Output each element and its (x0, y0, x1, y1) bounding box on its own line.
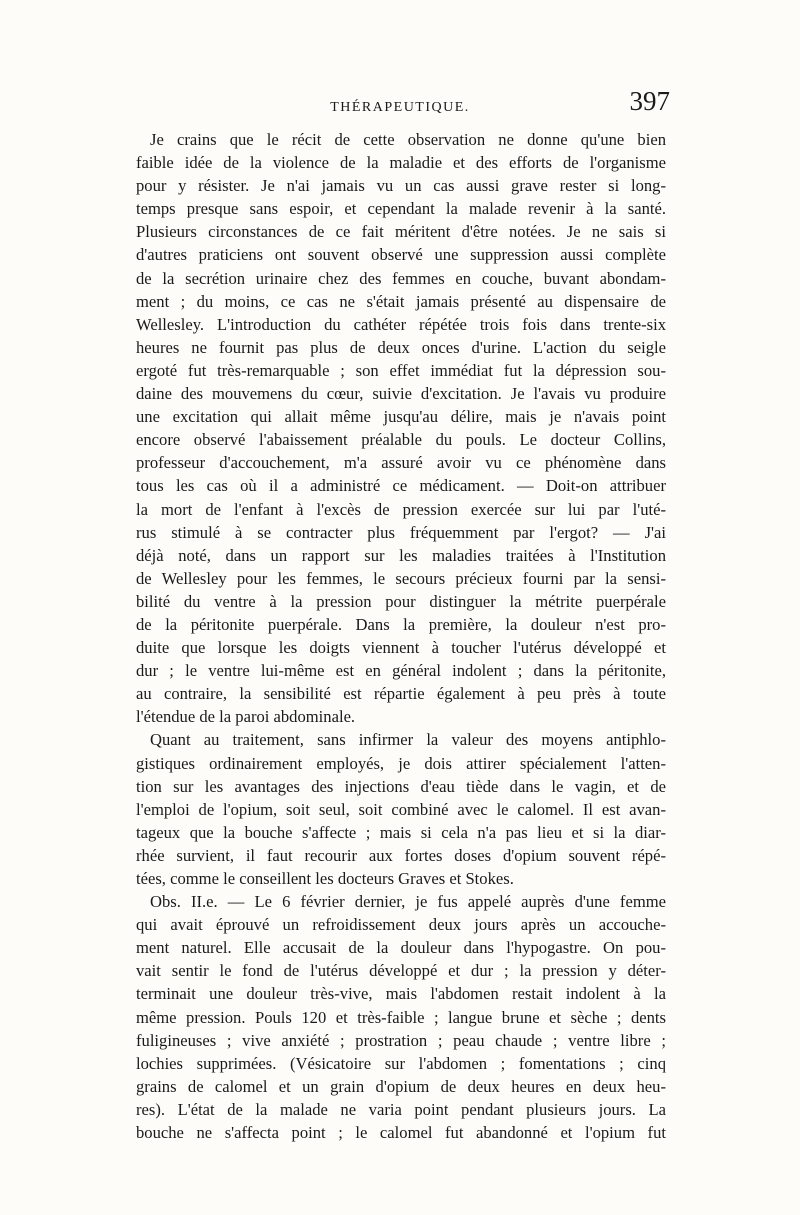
text-line: terminait une douleur très-vive, mais l'abdomen restait indolent à la (136, 984, 666, 1004)
text-line: qui avait éprouvé un refroidissement deux jours après un accouche- (136, 915, 666, 935)
text-line: au contraire, la sensibilité est répartie également à peu près à toute (136, 684, 666, 704)
text-line: res). L'état de la malade ne varia point pendant plusieurs jours. La (136, 1099, 666, 1119)
text-line: duite que lorsque les doigts viennent à toucher l'utérus développé et (136, 638, 666, 658)
text-line: dur ; le ventre lui-même est en général indolent ; dans la péritonite, (136, 661, 666, 681)
running-head (130, 86, 670, 126)
text-line: de Wellesley pour les femmes, le secours précieux fourni par la sensi- (136, 568, 666, 588)
text-line: l'emploi de l'opium, soit seul, soit combiné avec le calomel. Il est avan- (136, 799, 666, 819)
text-line: tous les cas où il a administré ce médicament. — Doit-on attribuer (136, 476, 666, 496)
text-line: de la secrétion urinaire chez des femmes en couche, buvant abondam- (136, 268, 666, 288)
text-line: bilité du ventre à la pression pour distinguer la métrite puerpérale (136, 591, 666, 611)
text-line: encore observé l'abaissement préalable du pouls. Le docteur Collins, (136, 430, 666, 450)
text-line: fuligineuses ; vive anxiété ; prostration ; peau chaude ; ventre libre ; (136, 1030, 666, 1050)
text-line: ergoté fut très-remarquable ; son effet immédiat fut la dépression sou- (136, 360, 666, 380)
paragraph-observation-commentary (136, 128, 666, 728)
running-title: THÉRAPEUTIQUE. (330, 100, 470, 115)
text-line: tées, comme le conseillent les docteurs Graves et Stokes. (136, 869, 514, 888)
page-number: 397 (629, 86, 670, 116)
text-line: bouche ne s'affecta point ; le calomel fut abandonné et l'opium fut (136, 1123, 666, 1143)
text-line: Wellesley. L'introduction du cathéter répétée trois fois dans trente-six (136, 314, 666, 334)
text-line: la mort de l'enfant à l'excès de pression exercée sur lui par l'uté- (136, 499, 666, 519)
text-line: Je crains que le récit de cette observation ne donne qu'une bien (150, 130, 666, 149)
paragraph-observation-2 (136, 890, 666, 1144)
text-line: Plusieurs circonstances de ce fait méritent d'être notées. Je ne sais si (136, 222, 666, 242)
text-line: lochies supprimées. (Vésicatoire sur l'abdomen ; fomentations ; cinq (136, 1053, 666, 1073)
text-line: vait sentir le fond de l'utérus développé et dur ; la pression y déter- (136, 961, 666, 981)
text-line: tageux que la bouche s'affecte ; mais si cela n'a pas lieu et si la diar- (136, 822, 666, 842)
text-line: professeur d'accouchement, m'a assuré avoir vu ce phénomène dans (136, 453, 666, 473)
text-line: ment naturel. Elle accusait de la douleur dans l'hypogastre. On pou- (136, 938, 666, 958)
text-line: daine des mouvemens du cœur, suivie d'excitation. Je l'avais vu produire (136, 384, 666, 404)
text-line: temps presque sans espoir, et cependant la malade revenir à la santé. (136, 199, 666, 219)
text-line: rhée survient, il faut recourir aux fortes doses d'opium souvent répé- (136, 845, 666, 865)
text-line: ment ; du moins, ce cas ne s'était jamais présenté au dispensaire de (136, 291, 666, 311)
text-line: gistiques ordinairement employés, je dois attirer spécialement l'atten- (136, 753, 666, 773)
text-line: rus stimulé à se contracter plus fréquemment par l'ergot? — J'ai (136, 522, 666, 542)
text-line: Obs. II.e. — Le 6 février dernier, je fus appelé auprès d'une femme (150, 892, 666, 912)
text-line: l'étendue de la paroi abdominale. (136, 707, 356, 727)
text-line: grains de calomel et un grain d'opium de deux heures en deux heu- (136, 1076, 666, 1096)
text-line: déjà noté, dans un rapport sur les maladies traitées à l'Institution (136, 545, 666, 565)
text-line: même pression. Pouls 120 et très-faible ; langue brune et sèche ; dents (136, 1007, 666, 1027)
text-line: d'autres praticiens ont souvent observé une suppression aussi complète (136, 245, 666, 265)
body-text (136, 128, 666, 1144)
text-line: Quant au traitement, sans infirmer la valeur des moyens antiphlo- (150, 730, 666, 750)
text-line: faible idée de la violence de la maladie et des efforts de l'organisme (136, 153, 666, 173)
paragraph-treatment (136, 728, 666, 890)
text-line: tion sur les avantages des injections d'eau tiède dans le vagin, et de (136, 776, 666, 796)
text-line: pour y résister. Je n'ai jamais vu un cas aussi grave rester si long- (136, 176, 666, 196)
text-line: heures ne fournit pas plus de deux onces d'urine. L'action du seigle (136, 337, 666, 357)
text-line: une excitation qui allait même jusqu'au délire, mais je n'avais point (136, 407, 666, 427)
text-line: de la péritonite puerpérale. Dans la première, la douleur n'est pro- (136, 614, 666, 634)
